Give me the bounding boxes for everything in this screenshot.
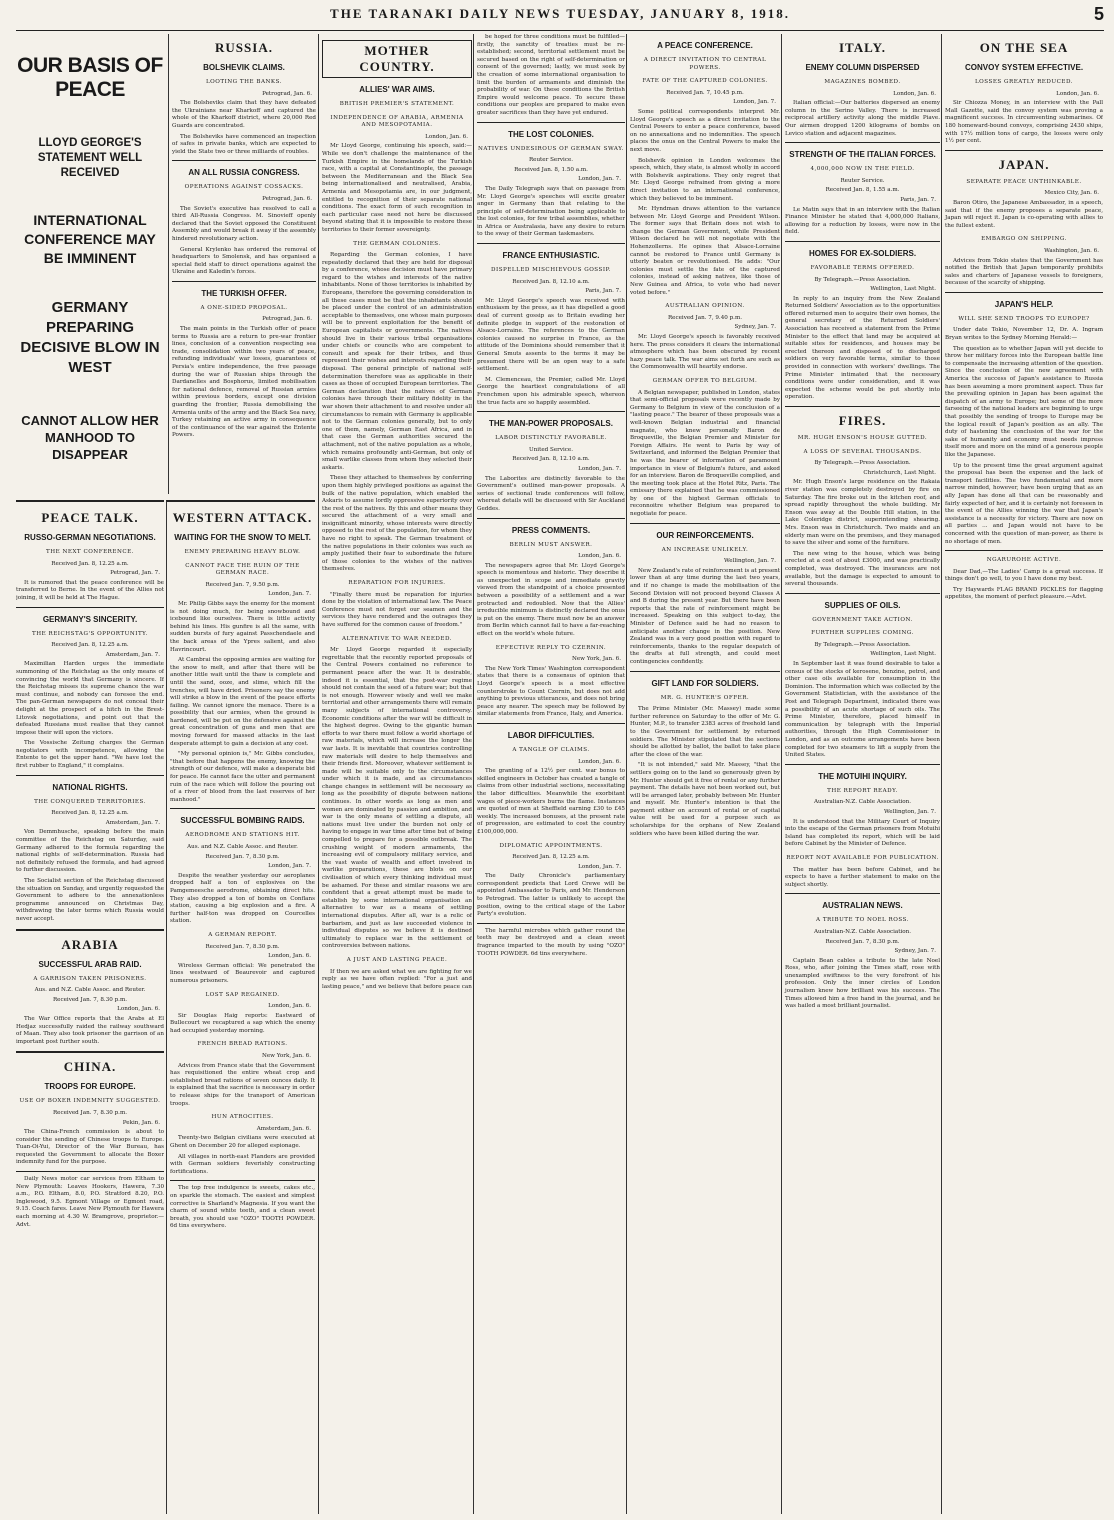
article-text: The Bolsheviks have commenced an inspection of safes in private banks, which are expected to yield the State two or three milliards of roubles. (172, 133, 316, 155)
section-heading: RUSSIA. (215, 40, 273, 55)
section-heading: PEACE TALK. (41, 510, 139, 525)
page-number: 5 (1093, 4, 1104, 24)
article-headline: OUR REINFORCEMENTS. (656, 530, 754, 540)
article-text: General Krylenko has ordered the removal of headquarters to Smolensk, and has organised a special field staff to direct operations against the Ukraine and Kaledin's forces. (172, 246, 316, 276)
agency-line: Aus. and N.Z. Cable Assoc. and Reuter. (187, 844, 298, 850)
agency-line: Aus. and N.Z. Cable Assoc. and Reuter. (34, 987, 146, 994)
received-line: Received Jan. 8, 12.10 a.m. (512, 278, 590, 285)
received-line: Received Jan. 8, 1.50 a.m. (514, 166, 588, 173)
column-4 (473, 34, 625, 1514)
dateline: London, Jan. 6. (268, 1003, 311, 1010)
dateline: Paris, Jan. 7. (585, 288, 621, 295)
dateline: New York, Jan. 6. (261, 1053, 311, 1060)
article-headline: FRANCE ENTHUSIASTIC. (502, 251, 600, 261)
article-headline: A PEACE CONFERENCE. (657, 41, 753, 50)
received-line: Received Jan. 8, 12.25 a.m. (51, 810, 129, 817)
article-headline: THE MOTUIHI INQUIRY. (818, 771, 907, 781)
article-text: Regarding the German colonies, I have repeatedly declared that they are held for disposal by a conference, whose decision must have primary regard to the wishes and interests of the native inhabitants. None of those territories is inhabited by Europeans, therefore the governing consideration in all these cases must be that the inhabitants should be placed under the control of an administration acceptable to themselves, one whose main purposes will be to prevent exploitation for the benefit of European capitalists or governments. The natives should live in their various tribal organisations under chiefs or councils who are competent to consult and speak for their tribes, and thus represent their wishes and interests regarding their disposal. The general principle of national self-determination therefore was as applicable in their cases as those of occupied European territories. The German declaration that the natives of German colonies have through their military fidelity in the war shown their attachment to and resolve under all circumstances to remain with Germany is applicable not to the German colonies generally, but to only one of them, namely, German East Africa, and in that case the German authorities secured the attachment, not of the native population as a whole, which remains profoundly anti-German, but only of small warlike classes from whom they selected their askaris. (322, 252, 472, 471)
article-text: Mr. Hyndman draws attention to the variance between Mr. Lloyd George and President Wilson. The former says that Britain does not wish to change the German Government, while President Wilson declared he will not negotiate with the Hohenzollerns. He opines that Alsace-Lorraine cannot be restored to France until Germany is utterly beaten or revolutionised. He adds: "Our colonies must settle the fate of the captured colonies, instead of asking natives, like those of New Guinea and Africa, to vote who had never voted before." (630, 206, 780, 296)
advertisement: The harmful microbes which gather round the teeth may be destroyed and a clean sweet fragrance imparted to the mouth by using "OZO" TOOTH POWDER. 6d tins everywhere. (477, 927, 625, 957)
article-text: The New York Times' Washington correspondent states that there is a consensus of opinion that Lloyd George's speech is a most effective counterstroke to Count Czernin, but does not add anything to previous utterances, and does not bring peace any nearer. The speech may be followed by similar statements from France, Italy, and America. (477, 665, 625, 718)
article-headline: THE MAN-POWER PROPOSALS. (488, 419, 613, 429)
article-text: Under date Tokio, November 12, Dr. A. Ingram Bryan writes to the Sydney Morning Herald:— (945, 327, 1103, 342)
dateline: Wellington, Jan. 7. (723, 558, 776, 565)
article-text: All villages in north-east Flanders are provided with German soldiers feverishly constructing fortifications. (170, 1153, 315, 1175)
article-headline: ALLIES' WAR AIMS. (359, 85, 435, 94)
article-text: "Finally there must be reparation for injuries done by the violation of international law. The Peace Conference must not forget our seamen and the services they have rendered and the outrages they have suffered for the common cause of freedom." (322, 591, 472, 628)
dateline: London, Jan. 7. (268, 591, 311, 598)
subheading: THE REICHSTAG'S OPPORTUNITY. (32, 630, 148, 637)
section-heading: CHINA. (63, 1059, 117, 1075)
article-text: Von Demmhusche, speaking before the main committee of the Reichstag on Saturday, said Germany adhered to the formula regarding the national rights of self-determination. Russia had not definitely refused the formula, and had agreed to further discussion. (16, 829, 164, 874)
article-text: Sir Douglas Haig reports: Eastward of Bullecourt we recaptured a sap which the enemy had occupied yesterday morning. (170, 1012, 315, 1034)
subheading: USE OF BOXER INDEMNITY SUGGESTED. (19, 1098, 161, 1105)
dateline: London, Jan. 7. (578, 863, 621, 870)
subheading: LOST SAP REGAINED. (205, 991, 280, 998)
subheading: THE REPORT READY. (827, 787, 898, 794)
article-headline: LABOR DIFFICULTIES. (507, 730, 595, 740)
dateline: Sydney, Jan. 7. (734, 324, 776, 331)
dateline: Wellington, Jan. 7. (883, 808, 936, 815)
section-heading: JAPAN. (998, 156, 1050, 172)
column-western-attack (166, 500, 315, 1514)
article-text: Some political correspondents interpret Mr. Lloyd George's speech as a direct invitation to the Central Powers to enter a peace conference, based on no annexations and no indemnities. The speech places the onus on the Central Powers to make the next move. (630, 108, 780, 153)
article-text: The Prime Minister (Mr. Massey) made some further reference on Saturday to the offer of Mr. G. Hunter, M.P., to transfer 2383 acres of freehold land to the Government for settlement by returned soldiers. The Minister stipulated that the sections should be allotted by ballot, the ballot to take place after the close of the war. (630, 706, 780, 758)
advertisement: The top free indulgence is sweets, cakes etc., on sparkle the stomach. The easiest and simplest corrective is Sharland's Magnesia. If you want the charm of sound white teeth, and a clean sweet breath, you should use "OZO" TOOTH POWDER. 6d tins everywhere. (170, 1185, 315, 1230)
received-line: Received Jan. 7, 10.45 p.m. (666, 89, 744, 96)
dateline: Wellington, Last Night. (870, 286, 936, 293)
subheading: INDEPENDENCE OF ARABIA, ARMENIA AND MESOPOTAMIA. (330, 114, 464, 129)
received-line: Received Jan. 7, 8.30 p.m. (825, 938, 900, 945)
dateline: Washington, Jan. 6. (1044, 247, 1099, 254)
article-text: It is rumored that the peace conference will be transferred to Berne. In the event of the Allies not joining, it will be held at The Hague. (16, 579, 164, 601)
article-text: In reply to an inquiry from the New Zealand Returned Soldiers' Association as to the opportunities offered returned men to acquire their own homes, the general secretary of the Returned Soldiers' Association has received a statement from the Prime Minister to the effect that land may be acquired at suitable sites for residences, and houses may be erected thereon and disposed of to discharged soldiers on very favorable terms, similar to those provided in connection with workers' dwellings. The Prime Minister intimated that the necessary conditions were under consideration, and it was expected the scheme would be put shortly into operation. (785, 295, 940, 401)
received-line: Received Jan. 8, 12.25 a.m. (51, 642, 129, 649)
article-text: Mr. Lloyd George's speech was received with enthusiasm by the press, as it has dispelled a good deal of current gossip as to Britain evading her definite pledge in support of the restoration of Alsace-Lorraine. The references to the German colonies caused no surprise in France, as the attitude of the Dominions should remember that it General Smuts assents to the terms it may be presumed there will be an open way to a safe settlement. (477, 297, 625, 373)
dateline: Petrograd, Jan. 7. (110, 570, 160, 577)
article-text: The China-French commission is about to consider the sending of Chinese troops to Europe. Tuan-Oi-Yui, Director of the War Bureau, has requested the Government to allocate the Boxer indemnity fund for the purpose. (16, 1129, 164, 1166)
agency-line: Reuter Service. (528, 157, 574, 164)
subheading: GERMAN OFFER TO BELGIUM. (652, 377, 758, 384)
article-headline: WAITING FOR THE SNOW TO MELT. (174, 533, 311, 542)
dateline: Amsterdam, Jan. 7. (105, 819, 160, 826)
article-text: Captain Bean cables a tribute to the late Noel Ross, who, after joining the Times staff, rose with unexampled swiftness to the very forefront of his profession. Only the inner circles of London journalism knew how brilliant was his success. The Times allowed him a free hand in the journal, and he was hailed a most brilliant journalist. (785, 957, 940, 1010)
subheading: FURTHER SUPPLIES COMING. (811, 630, 914, 637)
received-line: Received Jan. 8, 1.55 a.m. (825, 187, 900, 194)
dateline: Sydney, Jan. 7. (894, 948, 936, 955)
article-text: Baron Otiro, the Japanese Ambassador, in a speech, said that if the enemy proposes a separate peace, Japan will reject it. Japan is co-operating with allies to the fullest extent. (945, 199, 1103, 229)
received-line: Received Jan. 7, 8.30 p.m. (52, 996, 128, 1003)
article-headline: STRENGTH OF THE ITALIAN FORCES. (789, 150, 936, 160)
subheading: FRENCH BREAD RATIONS. (197, 1041, 288, 1048)
article-text: Mr. Lloyd George's speech is favorably received here. The press considers it clears the international atmosphere which has been obscured by recent hazy peace talk. The war aims set forth are such as the Commonwealth will heartily endorse. (630, 334, 780, 371)
subheading: ALTERNATIVE TO WAR NEEDED. (341, 635, 453, 642)
article-headline: THE TURKISH OFFER. (201, 288, 287, 298)
subheading: THE GERMAN COLONIES. (353, 240, 441, 247)
article-headline: GERMANY'S SINCERITY. (42, 614, 138, 624)
article-text: The Vossische Zeitung charges the German negotiators with incompetence, allowing the Entente to get the upper hand. "We have lost the first rubber to England," it complains. (16, 740, 164, 770)
article-headline: CONVOY SYSTEM EFFECTIVE. (964, 63, 1084, 72)
received-line: Received Jan. 7, 9.40 p.m. (667, 314, 743, 321)
received-line: Received Jan. 7, 9.50 p.m. (205, 581, 280, 588)
subheading: A GERMAN REPORT. (208, 931, 277, 938)
article-text: Dear Dad,—The Ladies' Camp is a great success. If things don't go well, to you I have done my best. (945, 568, 1103, 583)
subheading: GOVERNMENT TAKE ACTION. (812, 616, 913, 623)
article-headline: JAPAN'S HELP. (994, 299, 1054, 309)
article-text: Italian official:—Our batteries dispersed an enemy column in the Serino Valley. There is increased reciprocal artillery activity along the middle Piave. Our airmen dropped 1200 kilograms of bombs on Levico station and adjacent magazines. (785, 100, 940, 137)
received-line: Received Jan. 7, 8.30 p.m. (205, 943, 280, 950)
subheading: AERODROME AND STATIONS HIT. (185, 832, 300, 839)
dateline: Christchurch, Last Night. (863, 469, 936, 476)
masthead (16, 4, 1104, 31)
subheading: AUSTRALIAN OPINION. (665, 303, 745, 310)
received-line: Received Jan. 8, 12.25 a.m. (51, 560, 129, 567)
subheading: A GARRISON TAKEN PRISONERS. (33, 975, 147, 982)
column-7 (941, 34, 1103, 1514)
dateline: London, Jan. 6. (1056, 90, 1099, 97)
dateline: London, Jan. 6. (425, 133, 468, 140)
dateline: Wellington, Last Night. (870, 651, 936, 658)
dateline: Amsterdam, Jan. 6. (256, 1125, 311, 1132)
dateline: London, Jan. 6. (268, 953, 311, 960)
article-text: The Bolsheviks claim that they have defeated the Ukrainians near Kharkoff and captured the whole of the Kharkoff district, where 20,000 Red Guards are concentrated. (172, 100, 316, 129)
dateline: London, Jan. 7. (578, 176, 621, 183)
article-text: Mr Lloyd George regarded it especially regrettable that the recently reported proposals of the Central Powers contained no reference to permanent peace after the war. It is desirable, indeed it is essential, that the post-war regime should not contain the seed of a future war; but that is not enough. However wisely and well we make territorial and other arrangements there will remain many subjects of international controversy. Economic conditions after the war will be difficult in the highest degree. Owing to the gigantic human efforts to war there must follow a world shortage of raw materials, which will increase the longer the war lasts. It is inevitable that countries controlling raw materials will desire to help themselves and their friends first. Moreover, whatever settlement is made will be suitable only to the circumstances under which it is made, and as circumstances change changes in settlement will be necessary as long as the possibility of dispute between nations continues. In other words as long as men and women are dominated by passion and ambition, and war is the only means of settling a dispute, all nations must live under the burden not only of having to engage in war time after time but of being compelled to prepare for a possible outbreak. The crushing weight of modern armaments, the increasing evil of compulsory military service, and the vast waste of wealth and effort involved in warlike preparations, these are blots on our civilisation of which every thinking individual must be ashamed. For these and similar reasons we are confident that a great attempt must be made to establish by some international organisation an alternative to war as a means of settling international disputes. After all, war is a relic of barbarism, and just as law succeeded violence in individual disputes so we believe it is destined ultimately to replace war in the settlement of controversies between nations. (322, 647, 472, 950)
subheading: BRITISH PREMIER'S STATEMENT. (339, 101, 455, 107)
subheading: DISPELLED MISCHIEVOUS GOSSIP. (491, 267, 611, 274)
received-line: Received Jan. 8, 12.25 a.m. (512, 854, 590, 861)
dateline: Petrograd, Jan. 6. (262, 195, 312, 202)
subheading: MR. HUGH ENSON'S HOUSE GUTTED. (797, 435, 928, 441)
subheading: THE NEXT CONFERENCE. (46, 549, 134, 555)
subheading: EFFECTIVE REPLY TO CZERNIN. (495, 644, 607, 651)
column-mother-country (318, 34, 472, 1514)
subheading: AN INCREASE UNLIKELY. (661, 546, 749, 553)
received-line: Received Jan. 7, 8.30 p.m. (205, 853, 280, 860)
subheading: MAGAZINES BOMBED. (824, 79, 901, 85)
agency-line: Australian-N.Z. Cable Association. (813, 799, 912, 806)
article-text: New Zealand's rate of reinforcement is at present lower than at any time during the last two years, and if no change is made the mobilisation of the Second Division will not proceed beyond Classes A and B during the present year. But there have been reports that the rate of reinforcement might be increased. Speaking on this subject to-day, the Minister of Defence said he had no reason to anticipate another change in the position. New Zealand was in a very good position with regard to reinforcements, thanks to the regular despatch of the drafts at full strength, and could meet contingencies confidently. (630, 567, 780, 665)
article-headline: PRESS COMMENTS. (511, 525, 591, 535)
section-heading: ARABIA (61, 936, 119, 952)
dateline: Paris, Jan. 7. (900, 196, 936, 203)
subheading: A DIRECT INVITATION TO CENTRAL POWERS. (643, 57, 767, 71)
subheading: REPARATION FOR INJURIES. (348, 580, 446, 587)
subheading: LOSSES GREATLY REDUCED. (974, 79, 1074, 85)
article-text: Advices from France state that the Government has requisitioned the entire wheat crop and established bread rations of seven ounces daily. It is explained that the sacrifice is necessary in order to release ships for the transport of American troops. (170, 1062, 315, 1107)
subheading: A LOSS OF SEVERAL THOUSANDS. (803, 448, 922, 455)
article-text: The newspapers agree that Mr. Lloyd George's speech is momentous and historic. They describe it as unexpected in scope and immediate gravity viewed from the standpoint of a choice presented between a possibility of a settlement and a war protracted and redoubled. Now that the Allies' irreducible minimum is distinctly declared the onus is put on the enemy. There must now be an answer from Berlin which cannot fail to have a far-reaching effect on the world's whole future. (477, 562, 625, 638)
article-text: The Daily Chronicle's parliamentary correspondent predicts that Lord Crewe will be appointed Ambassador to Paris, and Mr. Henderson to Petrograd. The latter is unlikely to accept the position, owing to the critical stage of the Labor Party's evolution. (477, 873, 625, 918)
dateline: Pekin, Jan. 6. (122, 1119, 160, 1126)
article-text: The Laborites are distinctly favorable to the Government's outlined man-power proposals. A series of sectional trade conferences will follow, whereat details will be discussed with Sir Auckland Geddes. (477, 475, 625, 512)
section-heading: ITALY. (838, 40, 887, 55)
article-text: Advices from Tokio states that the Government has notified the British that Japan temporarily prohibits sales and charters of Japanese vessels to foreigners, because of the scarcity of shipping. (945, 257, 1103, 287)
subheading: FATE OF THE CAPTURED COLONIES. (642, 78, 768, 85)
article-text: Mr Lloyd George, continuing his speech, said:—While we don't challenge the maintenance of the Turkish Empire in the homelands of the Turkish race, with a capital at Constantinople, the passage between the Mediterranean and the Black Sea being internationalised and neutralised, Arabia, Armenia and Mesopotamia are, in our judgment, entitled to recognition of their separate national conditions. The exact form of such recognition in each particular case need not here be discussed beyond stating that it is impossible to restore these territories to their former sovereignty. (322, 143, 472, 233)
subheading: HUN ATROCITIES. (211, 1114, 274, 1121)
article-text: be hoped for three conditions must be fulfilled—firstly, the sanctity of treaties must be re-established; second, territorial settlement must be secured based on the right of self-determination or consent of the governed; lastly, we must seek by the creation of some international organisation to limit the burden of armaments and diminish the probability of war. On these conditions the British Empire would welcome peace. To secure these conditions our peoples are prepared to make even greater sacrifices than they have yet endured. (477, 34, 625, 116)
subheading: SEPARATE PEACE UNTHINKABLE. (966, 178, 1082, 185)
article-headline: SUCCESSFUL BOMBING RAIDS. (180, 816, 305, 826)
article-headline: AN ALL RUSSIA CONGRESS. (188, 168, 300, 178)
dateline: London, Jan. 6. (578, 553, 621, 560)
agency-line: By Telegraph.—Press Association. (814, 276, 911, 283)
advertisement: Try Haywards FLAG BRAND PICKLES for flagging appetites, the moment of perfect pleasure.—Advt. (945, 586, 1103, 601)
article-text: The matter has been before Cabinet, and he expects to have a further statement to make on the subject shortly. (785, 866, 940, 888)
article-text: These they attached to themselves by conferring upon them highly privileged positions as against the bulk of the native population, which enabled the Askaris to assume lordly oppressive superiority over the rest of the natives. By this and other means they secured the attachment of a very small and insignificant minority, whose interests were directly opposed to the rest of the population, for whom they have no right to speak. The German treatment of the native populations in their colonies was such as amply justified their fear to subordinate the future of those colonies to the wishes of the natives themselves. (322, 475, 472, 573)
dateline: London, Jan. 6. (117, 1006, 160, 1013)
article-text: The question as to whether Japan will yet decide to throw her military forces into the European battle line to compensate the increasing attention of the question. Since the conclusion of the new agreement with America the success of Japan's assistance to Russia has been assuming a more prominent aspect. Thus far the prevailing opinion in Japan has been against the dispatch of an army to Europe; but some of the more farseeing of the national leaders are beginning to urge that possibly the sending of troops to Europe may be the logical result of Japan's position as an ally. The duty of hastening the conclusion of the war for the sake of humanity and economy must needs impress itself more and more on the mind of a generous people like the Japanese. (945, 345, 1103, 458)
article-text: It is understood that the Military Court of Inquiry into the escape of the German prisoners from Motuihi Island has completed its report, which will be laid before Cabinet by the Minister of Defence. (785, 818, 940, 848)
article-text: The granting of a 12½ per cent. war bonus to skilled engineers in October has created a tangle of claims from other industrial sections, necessitating the labor difficulties. Meanwhile the exorbitant wages of piece-workers burns the flame. Instances are quoted of men at Sheffield earning £30 to £45 weekly. The increased bonuses, at the present rate of progression, are estimated to cost the country £100,000,000. (477, 768, 625, 835)
subheading: EMBARGO ON SHIPPING. (981, 236, 1067, 243)
lead-deck-4: CANNOT ALLOW HER MANHOOD TO DISAPPEAR (21, 413, 159, 462)
lead-deck-2: INTERNATIONAL CONFERENCE MAY BE IMMINENT (24, 212, 156, 266)
dateline: Petrograd, Jan. 6. (262, 90, 312, 97)
article-text: Twenty-two Belgian civilians were executed at Ghent on December 20 for alleged espionage. (170, 1135, 315, 1149)
subheading: MR. G. HUNTER'S OFFER. (660, 694, 750, 701)
article-headline: BOLSHEVIK CLAIMS. (203, 63, 285, 72)
column-russia (168, 34, 316, 494)
article-text: M. Clemenceau, the Premier, called Mr. Lloyd George the heartiest congratulations of all Frenchmen upon his admirable speech, whereon the true facts are so happily assembled. (477, 376, 625, 406)
lead-deck-3: GERMANY PREPARING DECISIVE BLOW IN WEST (20, 299, 160, 376)
article-text: Bolshevik opinion in London welcomes the speech, which, they state, is almost wholly in accord with Bolshevik aspirations. They only regret that Mr. Lloyd George refrained from giving a more direct invitation to an international conference, which they believed to be imminent. (630, 157, 780, 202)
section-heading: MOTHER COUNTRY. (322, 40, 472, 78)
dateline: London, Jan. 6. (893, 90, 936, 97)
article-headline: TROOPS FOR EUROPE. (44, 1082, 136, 1092)
agency-line: Australian-N.Z. Cable Association. (813, 928, 912, 935)
article-headline: GIFT LAND FOR SOLDIERS. (651, 678, 759, 688)
subheading: 4,000,000 NOW IN THE FIELD. (810, 166, 915, 173)
article-headline: AUSTRALIAN NEWS. (822, 901, 903, 911)
article-text: Despite the weather yesterday our aeroplanes dropped half a ton of explosives on the Pamgemeesche aerodrome, obtaining direct hits. They also dropped a ton of bombs on Conflans station, causing a big explosion and a fire. A further half-ton was dropped on Courcelles station. (170, 872, 315, 925)
article-headline: SUCCESSFUL ARAB RAID. (38, 959, 142, 969)
lead-deck-1: LLOYD GEORGE'S STATEMENT WELL RECEIVED (37, 137, 143, 179)
article-text: "My personal opinion is," Mr. Gibbs concludes, "that before that happens the enemy, knowing the strength of our defence, will make a desperate bid for peace. He cannot face the utter and permanent ruin of the race which will follow the pouring out of a river of blood from the last reserves of her manhood." (170, 751, 315, 803)
article-headline: RUSSO-GERMAN NEGOTIATIONS. (24, 533, 156, 542)
dateline: New York, Jan. 6. (571, 656, 621, 663)
article-text: A Belgian newspaper, published in London, states that semi-official proposals were recently made by Germany to Belgium in view of the conclusion of a "lasting peace." The bearer of these proposals was a well-known Belgian industrial and financial magnate, who knew personally Baron de Broqueville, the Belgian Premier and Minister for Foreign Affairs. He went to Paris by way of Switzerland, and informed the Belgian Premier that he was the bearer of information of paramount importance in view of Belgium's future, and asked for an interview. Baron de Broqueville complied, and the meeting took place at the Hotel Ritz, Paris. The emissary there explained that he was commissioned by one of the highest German officials to reconnoitre whether Belgium was prepared to negotiate for peace. (630, 389, 780, 518)
article-headline: HOMES FOR EX-SOLDIERS. (808, 248, 917, 258)
dateline: Petrograd, Jan. 6. (262, 316, 312, 323)
article-text: The new wing to the house, which was being erected at a cost of about £3000, and was practically completed, was destroyed. The insurances are not available, but the damage is expected to amount to several thousands. (785, 550, 940, 588)
subheading: BERLIN MUST ANSWER. (509, 541, 593, 548)
article-headline: ENEMY COLUMN DISPERSED (805, 63, 920, 72)
subheading: NGARUROHE ACTIVE. (986, 557, 1062, 564)
subheading: REPORT NOT AVAILABLE FOR PUBLICATION. (786, 854, 939, 861)
article-text: Up to the present time the great argument against the proposal has been the expense and the lack of transport facilities. The two fundamental and more narrow minded, however, have been urging that as an ally Japan has done all that can be reasonably and fairly expected of her, and it is certainly not foreseen in the event of the Allies winning the war that Japan's assistance is a necessity for victory. There are now on all parties ... and Japan would not have to be concerned with the question of man-power, as there is no shortage of men. (945, 462, 1103, 545)
lead-headline: OUR BASIS OF PEACE (17, 54, 163, 101)
article-text: At Cambrai the opposing armies are waiting for the snow to melt, and after that there will be another little wait until the thaw is complete and until the sand, ooze, and slime, which fill the trenches, will have dried. Prisoners say the enemy will strike a blow in the event of the peace efforts failing. We cannot ignore the menace. There is a possibility that our armies, when the ground is hardened, will be put on the defensive against the great concentration of guns and men that are moving forward for massed attacks in the last desperate attempt to gain a decision at any cost. (170, 657, 315, 747)
subheading: LOOTING THE BANKS. (205, 79, 283, 85)
article-headline: SUPPLIES OF OILS. (824, 600, 901, 610)
masthead-title: THE TARANAKI DAILY NEWS TUESDAY, JANUARY 8, 1918. (330, 6, 790, 21)
article-text: The Soviet's executive has resolved to call a third All-Russia Congress. M. Sinovieff openly declared that the Soviet opposed the Constituent Assembly and would break it away if the assembly hindered revolutionary action. (172, 205, 316, 242)
subheading: A TRIBUTE TO NOEL ROSS. (816, 917, 909, 924)
dateline: Mexico City, Jan. 6. (1044, 190, 1099, 197)
subheading: NATIVES UNDESIROUS OF GERMAN SWAY. (478, 145, 624, 152)
subheading: A TANGLE OF CLAIMS. (512, 746, 590, 753)
article-text: Mr. Philip Gibbs says the enemy for the moment is not doing much, for being snowbound and icebound like ourselves. There is little activity behind his lines. His gunfire is all the same, with sudden bursts of fury against Passchendaele and the back areas of the Ypres salient, and also Havrincourt. (170, 600, 315, 653)
section-heading: WESTERN ATTACK. (172, 510, 313, 525)
subheading: OPERATIONS AGAINST COSSACKS. (184, 184, 304, 191)
dateline: London, Jan. 7. (578, 465, 621, 472)
column-6 (781, 34, 940, 1514)
agency-line: By Telegraph.—Press Association. (814, 460, 911, 467)
advertisement: Daily News motor car services from Eltham to New Plymouth: Leaves Hookers, Hawera, 7.30 a.m., P.O. Eltham, 8.0, P.O. Stratford 8.20, P.O. Inglewood, 9.5. Egmont Village or Egmont road, 9.15. Coach fares. Leave New Plymouth for Hawera each morning at 4.30 W. Bramgrove, proprietor.—Advt. (16, 1176, 164, 1228)
subheading: WILL SHE SEND TROOPS TO EUROPE? (958, 315, 1090, 322)
agency-line: Reuter Service. (840, 177, 885, 184)
article-text: If then we are asked what we are fighting for we reply as we have often replied: "For a just and lasting peace," and we believe that before peace can (322, 968, 472, 990)
article-text: The Socialist section of the Reichstag discussed the situation on Sunday, and urgently requested the Government to adhere to the annexationless programme announced on Christmas Day, withdrawing the later terms which Russia would never accept. (16, 878, 164, 922)
column-5 (626, 34, 780, 1514)
article-text: "It is not intended," said Mr. Massey, "that the settlers going on to the land so generously given by Mr. Hunter should get it free of rental or any further payment. The details have not been worked out, but will be arranged later, probably between Mr. Hunter and myself. Mr. Hunter's intention is that the payment either on account of rental or of capital value will be used for a purpose such as scholarships for the orphans of New Zealand soldiers who have been killed during the war. (630, 762, 780, 837)
section-heading: FIRES. (838, 413, 887, 428)
article-headline: NATIONAL RIGHTS. (52, 782, 128, 792)
subheading: A JUST AND LASTING PEACE. (346, 956, 448, 963)
dateline: London, Jan. 7. (733, 99, 776, 106)
subheading: LABOR DISTINCTLY FAVORABLE. (495, 435, 607, 442)
article-text: The main points in the Turkish offer of peace terms to Russia are a return to pre-war frontier lines, conclusion of a convention respecting sea trade, consolidation within two years of peace, refunding individuals' war losses, guarantees of Persia's entire independence, the free passage during the war of Russian ships through the Dardanelles and Bosphorus, limited mobilisation for national defence, removal of Russian armies within previous borders, except one division guarding the frontier, Russia demobilising the Armenia units of the army and the Black Sea navy, Turkey retaining an active army in consequence of the continuance of the war against the Entente Powers. (172, 326, 316, 439)
article-text: In September last it was found desirable to take a census of the stocks of kerosene, benzine, petrol, and other case oils available for consumption in the Dominion. The information which was collected by the Government Statistician, with the assistance of the Post and Telegraph Department, indicated there was a possibility of an acute shortage of such oils. The Prime Minister, therefore, placed himself in communication by telegraph with the Imperial authorities, through the High Commissioner in London, and as an outcome arrangements have been completed for two steamers to lift a supply from the United States. (785, 661, 940, 759)
dateline: London, Jan. 7. (268, 863, 311, 870)
dateline: Amsterdam, Jan. 7. (105, 651, 160, 658)
article-text: Maximilian Harden urges the immediate summoning of the Reichstag as the only means of convincing the world that Germany is sincere. If the Reichstag misses its supreme chance the war must continue, and nobody can foresee the end. The pan-German newspapers do not conceal their delight at the prospect of a hitch in the Brest-Litovsk negotiations, and point out that the defeated Russians must realise that they cannot impose their will upon the victors. (16, 661, 164, 736)
subheading: ENEMY PREPARING HEAVY BLOW. (184, 549, 301, 555)
article-text: Sir Chiozza Money, in an interview with the Pall Mall Gazette, said the convoy system was proving a magnificent success. In circumventing submarines. Of 180 homeward-bound convoys, comprising 2430 ships, with 17½ million tons of cargo, the losses were only 1½ per cent. (945, 100, 1103, 145)
received-line: Received Jan. 7, 8.30 p.m. (52, 1109, 128, 1116)
received-line: Received Jan. 8, 12.10 a.m. (512, 456, 590, 463)
article-text: Le Matin says that in an interview with the Italian Finance Minister he stated that 4,000,000 Italians, allowing for a reduction by losses, were now in the field. (785, 206, 940, 236)
subheading: THE CONQUERED TERRITORIES. (34, 798, 146, 805)
agency-line: United Service. (528, 446, 573, 453)
subheading: FAVORABLE TERMS OFFERED. (810, 264, 915, 271)
article-text: The Daily Telegraph says that on passage from Mr. Lloyd George's speeches will excite greater anger in Germany than that relating to the principle of self-determination being applicable to the lost colonies, for few tribal assemblies, whether in Africa or Australasia, have any desire to return to the sway of their German taskmasters. (477, 185, 625, 238)
column-1-lower (16, 500, 164, 1514)
subheading: DIPLOMATIC APPOINTMENTS. (499, 842, 603, 849)
subheading: CANNOT FACE THE RUIN OF THE GERMAN RACE. (185, 562, 300, 577)
article-text: Wireless German official: We penetrated the lines westward of Beaurevoir and captured numerous prisoners. (170, 962, 315, 984)
agency-line: By Telegraph.—Press Association. (814, 641, 911, 648)
subheading: A ONE-SIDED PROPOSAL. (200, 304, 288, 311)
section-heading: ON THE SEA (979, 40, 1069, 55)
article-headline: THE LOST COLONIES. (508, 129, 594, 139)
dateline: London, Jan. 6. (578, 758, 621, 765)
article-text: Mr. Hugh Enson's large residence on the Rakaia river station was completely destroyed by fire on Saturday. The fire broke out in the kitchen roof, and spread rapidly throughout the whole building. Mr Enson was away at the Double Hill station, in the Lake Coleridge district, superintending shearing. Mrs. Enson was in Christchurch. Two maids and an elderly man were on the premises, and they managed to save the silver and some of the furniture. (785, 479, 940, 547)
article-text: The War Office reports that the Arabs at El Hedjaz successfully raided the railway southward of Maan. They also took prisoner the garrison of an important post further south. (16, 1015, 164, 1045)
